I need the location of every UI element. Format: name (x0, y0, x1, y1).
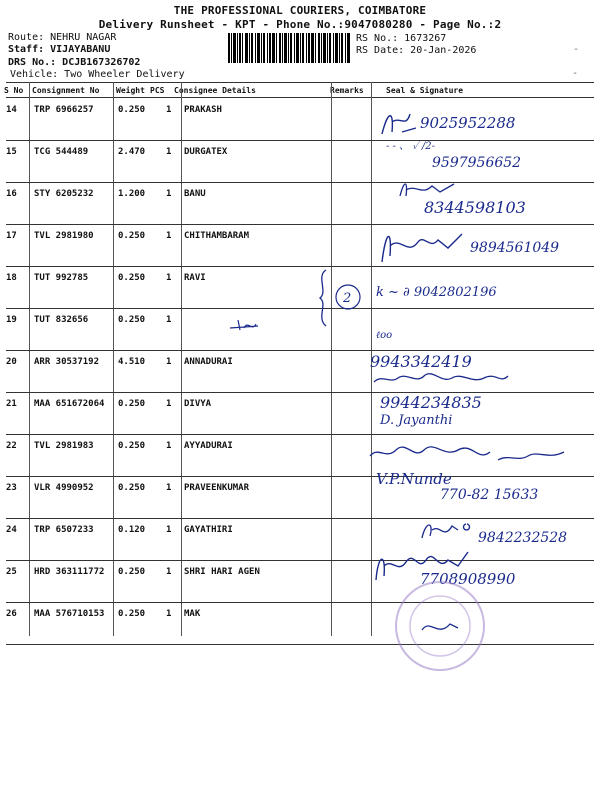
phone-row-24: 9842232528 (478, 530, 568, 546)
row-consignment-no: TRP 6507233 (34, 525, 94, 535)
row-pcs: 1 (166, 231, 172, 241)
row-sno: 22 (6, 441, 17, 451)
row-consignment-no: STY 6205232 (34, 189, 94, 199)
row-sno: 26 (6, 609, 17, 619)
row-sno: 19 (6, 315, 17, 325)
header-top-rule (6, 82, 594, 83)
table-row (0, 393, 600, 435)
name-row-23: V.P.Nunde (376, 470, 452, 488)
row-weight: 1.200 (118, 189, 146, 199)
row-weight: 2.470 (118, 147, 146, 157)
row-consignee: DIVYA (184, 399, 212, 409)
phone-row-20: 9943342419 (370, 352, 472, 371)
row-pcs: 1 (166, 273, 172, 283)
company-seal (392, 578, 488, 674)
col-seal: Seal & Signature (386, 86, 464, 95)
table-row (0, 267, 600, 309)
scribble-row-15: - - 、 ✓ /2- (386, 141, 436, 152)
row-pcs: 1 (166, 189, 172, 199)
document-subtitle: Delivery Runsheet - KPT - Phone No.:9047080280 - Page No.:2 (98, 18, 502, 31)
row-pcs: 1 (166, 399, 172, 409)
row-sno: 21 (6, 399, 17, 409)
phone-digits-row-18: 9042802196 (413, 285, 497, 300)
drs-label: DRS No.: DCJB167326702 (8, 57, 141, 68)
row-pcs: 1 (166, 609, 172, 619)
row-sno: 14 (6, 105, 17, 115)
bracket-mark (314, 266, 370, 328)
signature-row-16 (398, 180, 458, 200)
vehicle-label: Vehicle: Two Wheeler Delivery (10, 69, 185, 80)
row-consignee: CHITHAMBARAM (184, 231, 250, 241)
name-row-21: D. Jayanthi (380, 413, 453, 428)
row-pcs: 1 (166, 483, 172, 493)
row-sno: 17 (6, 231, 17, 241)
row-pcs: 1 (166, 441, 172, 451)
document-title: THE PROFESSIONAL COURIERS, COIMBATORE (173, 4, 427, 17)
row-pcs: 1 (166, 567, 172, 577)
phone-row-17: 9894561049 (470, 240, 560, 256)
row-weight: 0.250 (118, 441, 146, 451)
row-weight: 0.250 (118, 315, 146, 325)
scribble-row-19b: ℓoo (376, 330, 393, 341)
row-weight: 0.250 (118, 231, 146, 241)
col-consignment: Consignment No (32, 86, 100, 95)
col-pcs: PCS (150, 86, 165, 95)
row-weight: 0.250 (118, 567, 146, 577)
route-label: Route: NEHRU NAGAR (8, 32, 117, 43)
row-consignment-no: TRP 6966257 (34, 105, 94, 115)
pen-mark: - (572, 68, 579, 79)
col-sno: S No (4, 86, 24, 95)
row-consignment-no: VLR 4990952 (34, 483, 94, 493)
row-pcs: 1 (166, 357, 172, 367)
row-consignment-no: TCG 544489 (34, 147, 89, 157)
row-consignment-no: ARR 30537192 (34, 357, 100, 367)
row-consignee: ANNADURAI (184, 357, 233, 367)
col-remarks: Remarks (330, 86, 364, 95)
phone-row-15: 9597956652 (432, 155, 522, 171)
row-consignee: PRAVEENKUMAR (184, 483, 250, 493)
header-bottom-rule (6, 97, 594, 98)
row-consignee: DURGATEX (184, 147, 228, 157)
scribble-row-19 (228, 318, 260, 332)
row-divider (6, 644, 594, 645)
row-consignment-no: HRD 363111772 (34, 567, 105, 577)
svg-text:2: 2 (343, 291, 352, 306)
row-weight: 0.250 (118, 273, 146, 283)
row-pcs: 1 (166, 147, 172, 157)
row-sno: 16 (6, 189, 17, 199)
row-sno: 23 (6, 483, 17, 493)
row-consignee: AYYADURAI (184, 441, 233, 451)
phone-row-25: 7708908990 (420, 570, 516, 588)
phone-row-14: 9025952288 (420, 114, 516, 132)
row-pcs: 1 (166, 315, 172, 325)
row-consignment-no: TVL 2981980 (34, 231, 94, 241)
signature-row-14 (380, 108, 420, 138)
row-sno: 18 (6, 273, 17, 283)
row-weight: 0.250 (118, 105, 146, 115)
row-consignment-no: MAA 576710153 (34, 609, 105, 619)
rs-number: RS No.: 1673267 (356, 33, 447, 44)
row-sno: 25 (6, 567, 17, 577)
name-row-18: k ~ ∂ (376, 285, 410, 300)
row-consignee: BANU (184, 189, 206, 199)
table-row (0, 309, 600, 351)
row-pcs: 1 (166, 525, 172, 535)
row-weight: 0.120 (118, 525, 146, 535)
row-consignee: RAVI (184, 273, 206, 283)
staff-label: Staff: VIJAYABANU (8, 44, 111, 55)
signature-row-24 (418, 518, 474, 544)
col-consignee: Consignee Details (174, 86, 256, 95)
row-consignee: PRAKASH (184, 105, 222, 115)
col-weight: Weight (116, 86, 145, 95)
row-weight: 0.250 (118, 399, 146, 409)
row-consignment-no: MAA 651672064 (34, 399, 105, 409)
row-sno: 15 (6, 147, 17, 157)
signature-row-22 (368, 440, 568, 466)
row-consignee: MAK (184, 609, 201, 619)
row-consignment-no: TVL 2981983 (34, 441, 94, 451)
row-sno: 24 (6, 525, 17, 535)
phone-row-16: 8344598103 (424, 198, 526, 217)
rs-date: RS Date: 20-Jan-2026 (356, 45, 477, 56)
row-weight: 4.510 (118, 357, 146, 367)
row-consignment-no: TUT 992785 (34, 273, 89, 283)
barcode (228, 33, 350, 63)
row-consignment-no: TUT 832656 (34, 315, 89, 325)
row-consignee: SHRI HARI AGEN (184, 567, 260, 577)
row-weight: 0.250 (118, 483, 146, 493)
row-pcs: 1 (166, 105, 172, 115)
row-consignee: GAYATHIRI (184, 525, 233, 535)
phone-row-21: 9944234835 (380, 393, 482, 412)
table-row (0, 603, 600, 645)
pen-mark: - (573, 44, 580, 55)
row-sno: 20 (6, 357, 17, 367)
phone-row-18 (376, 285, 497, 300)
signature-row-20 (372, 372, 512, 386)
signature-row-17 (378, 226, 468, 266)
phone-row-23: 770-82 15633 (440, 487, 539, 503)
row-weight: 0.250 (118, 609, 146, 619)
